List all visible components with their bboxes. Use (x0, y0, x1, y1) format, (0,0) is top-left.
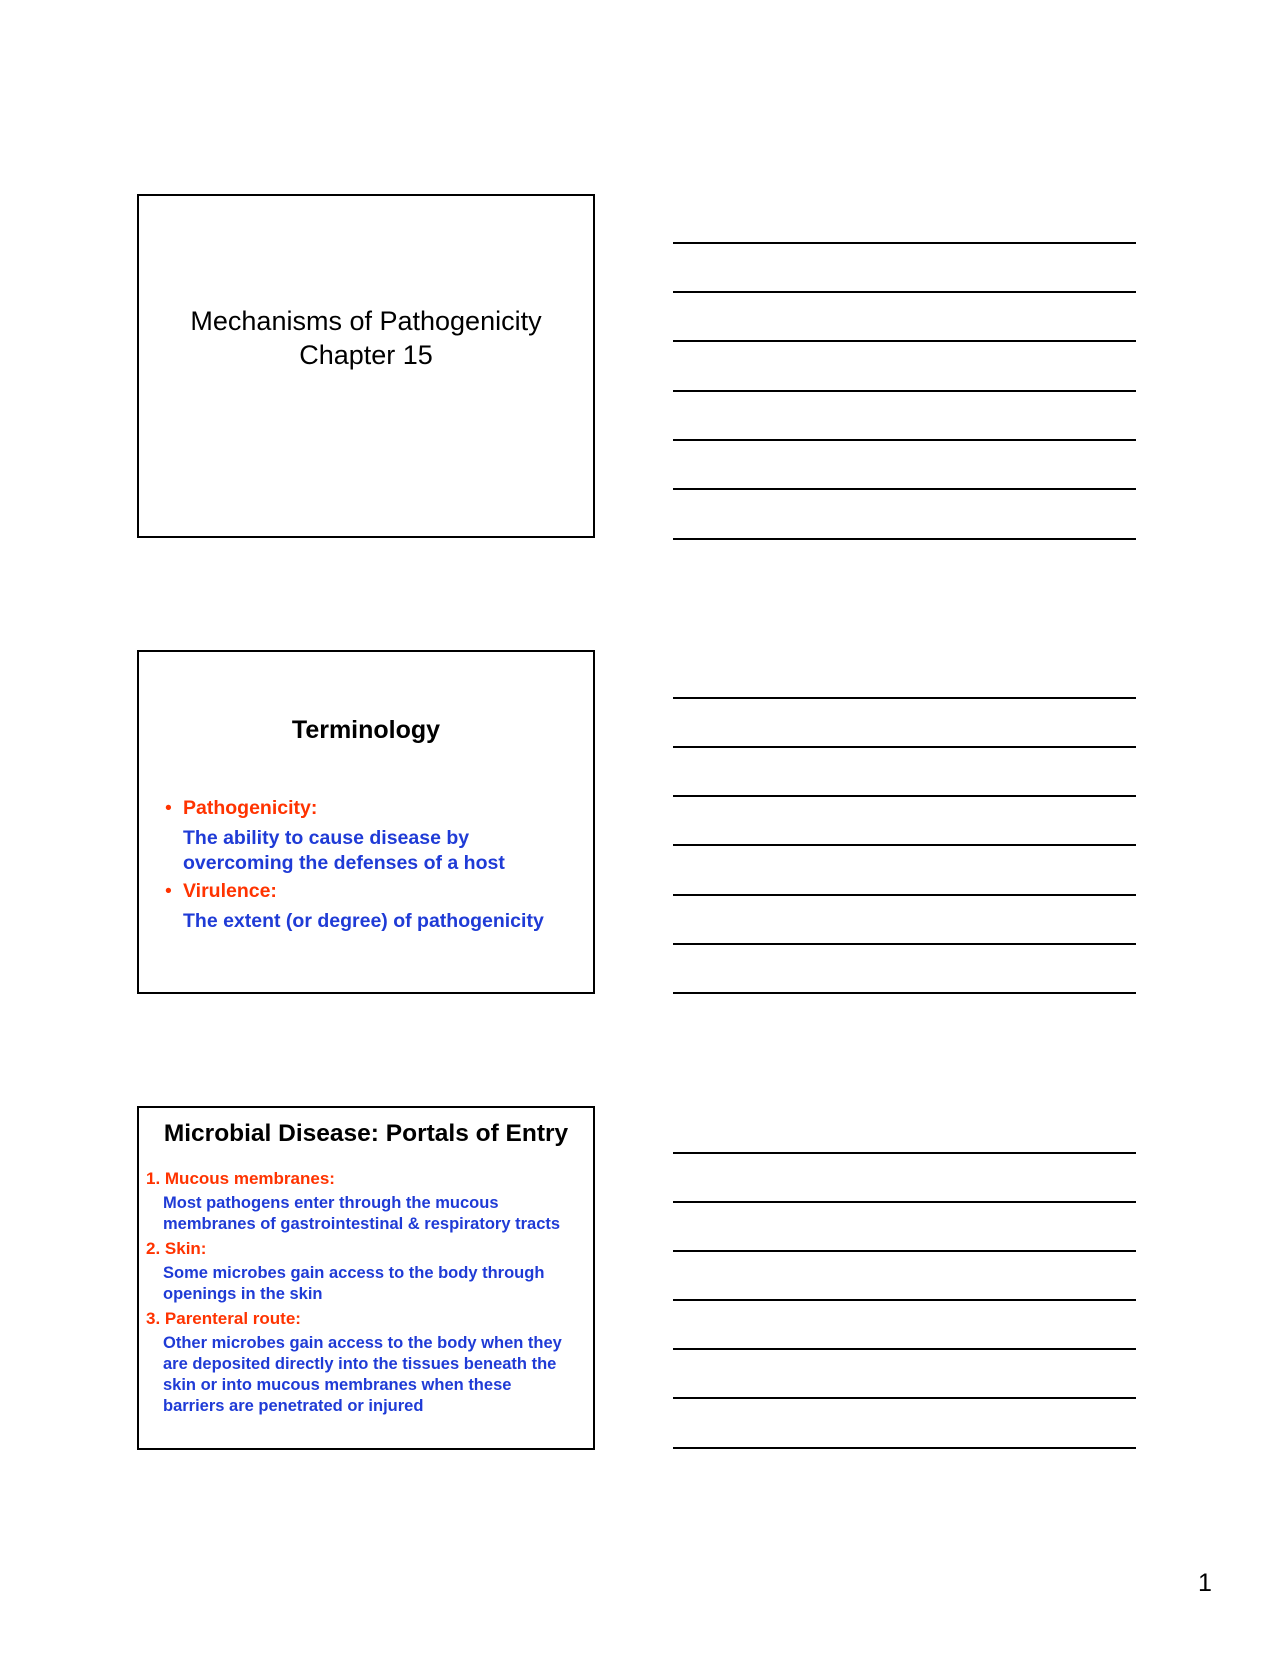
note-line (673, 538, 1136, 540)
slide-3 (137, 1106, 595, 1450)
description-line: membranes of gastrointestinal & respiratory tracts (163, 1215, 561, 1233)
note-line (673, 697, 1136, 699)
term-label: Pathogenicity: (183, 797, 318, 819)
portal-label: 3. Parenteral route: (146, 1309, 301, 1328)
note-line (673, 291, 1136, 293)
note-line (673, 943, 1136, 945)
note-line (673, 242, 1136, 244)
portal-item-mucous-membranes (146, 1168, 589, 1235)
description-line: skin or into mucous membranes when these (163, 1376, 512, 1394)
note-line (673, 795, 1136, 797)
note-line (673, 1299, 1136, 1301)
note-line (673, 390, 1136, 392)
term-list (165, 796, 544, 937)
slide-title-line-2: Chapter 15 (299, 340, 433, 370)
note-line (673, 1201, 1136, 1203)
description-line: Other microbes gain access to the body when they (163, 1334, 562, 1352)
note-line (673, 992, 1136, 994)
portal-list (146, 1168, 589, 1420)
description-line: Most pathogens enter through the mucous (163, 1194, 499, 1212)
definition-line: The ability to cause disease by (183, 827, 470, 849)
slide-heading: Microbial Disease: Portals of Entry (163, 1120, 569, 1147)
description-line: Some microbes gain access to the body through (163, 1264, 545, 1282)
term-definition (165, 826, 544, 876)
note-line (673, 1447, 1136, 1449)
portal-label: 1. Mucous membranes: (146, 1169, 335, 1188)
note-line (673, 439, 1136, 441)
note-line (673, 844, 1136, 846)
portal-description (146, 1333, 589, 1417)
portal-description (146, 1193, 589, 1235)
term-label: Virulence: (183, 880, 277, 902)
description-line: openings in the skin (163, 1285, 323, 1303)
slide-title (139, 304, 593, 372)
note-line (673, 1348, 1136, 1350)
portal-item-parenteral-route (146, 1308, 589, 1417)
slide-title-line-1: Mechanisms of Pathogenicity (190, 306, 542, 336)
slide-1 (137, 194, 595, 538)
slide-heading: Terminology (291, 716, 441, 744)
description-line: are deposited directly into the tissues beneath the (163, 1355, 557, 1373)
note-line (673, 894, 1136, 896)
description-line: barriers are penetrated or injured (163, 1397, 424, 1415)
bullet-icon: • (165, 880, 172, 902)
definition-line: overcoming the defenses of a host (183, 852, 505, 874)
term-item-virulence (165, 879, 544, 934)
portal-label: 2. Skin: (146, 1239, 207, 1258)
note-line (673, 746, 1136, 748)
term-item-pathogenicity (165, 796, 544, 876)
portal-item-skin (146, 1238, 589, 1305)
note-line (673, 488, 1136, 490)
slide-2 (137, 650, 595, 994)
term-definition (165, 909, 544, 934)
page-number: 1 (1198, 1569, 1212, 1597)
portal-description (146, 1263, 589, 1305)
note-line (673, 1152, 1136, 1154)
definition-line: The extent (or degree) of pathogenicity (183, 910, 544, 932)
note-line (673, 1250, 1136, 1252)
bullet-icon: • (165, 797, 172, 819)
note-line (673, 1397, 1136, 1399)
note-line (673, 340, 1136, 342)
